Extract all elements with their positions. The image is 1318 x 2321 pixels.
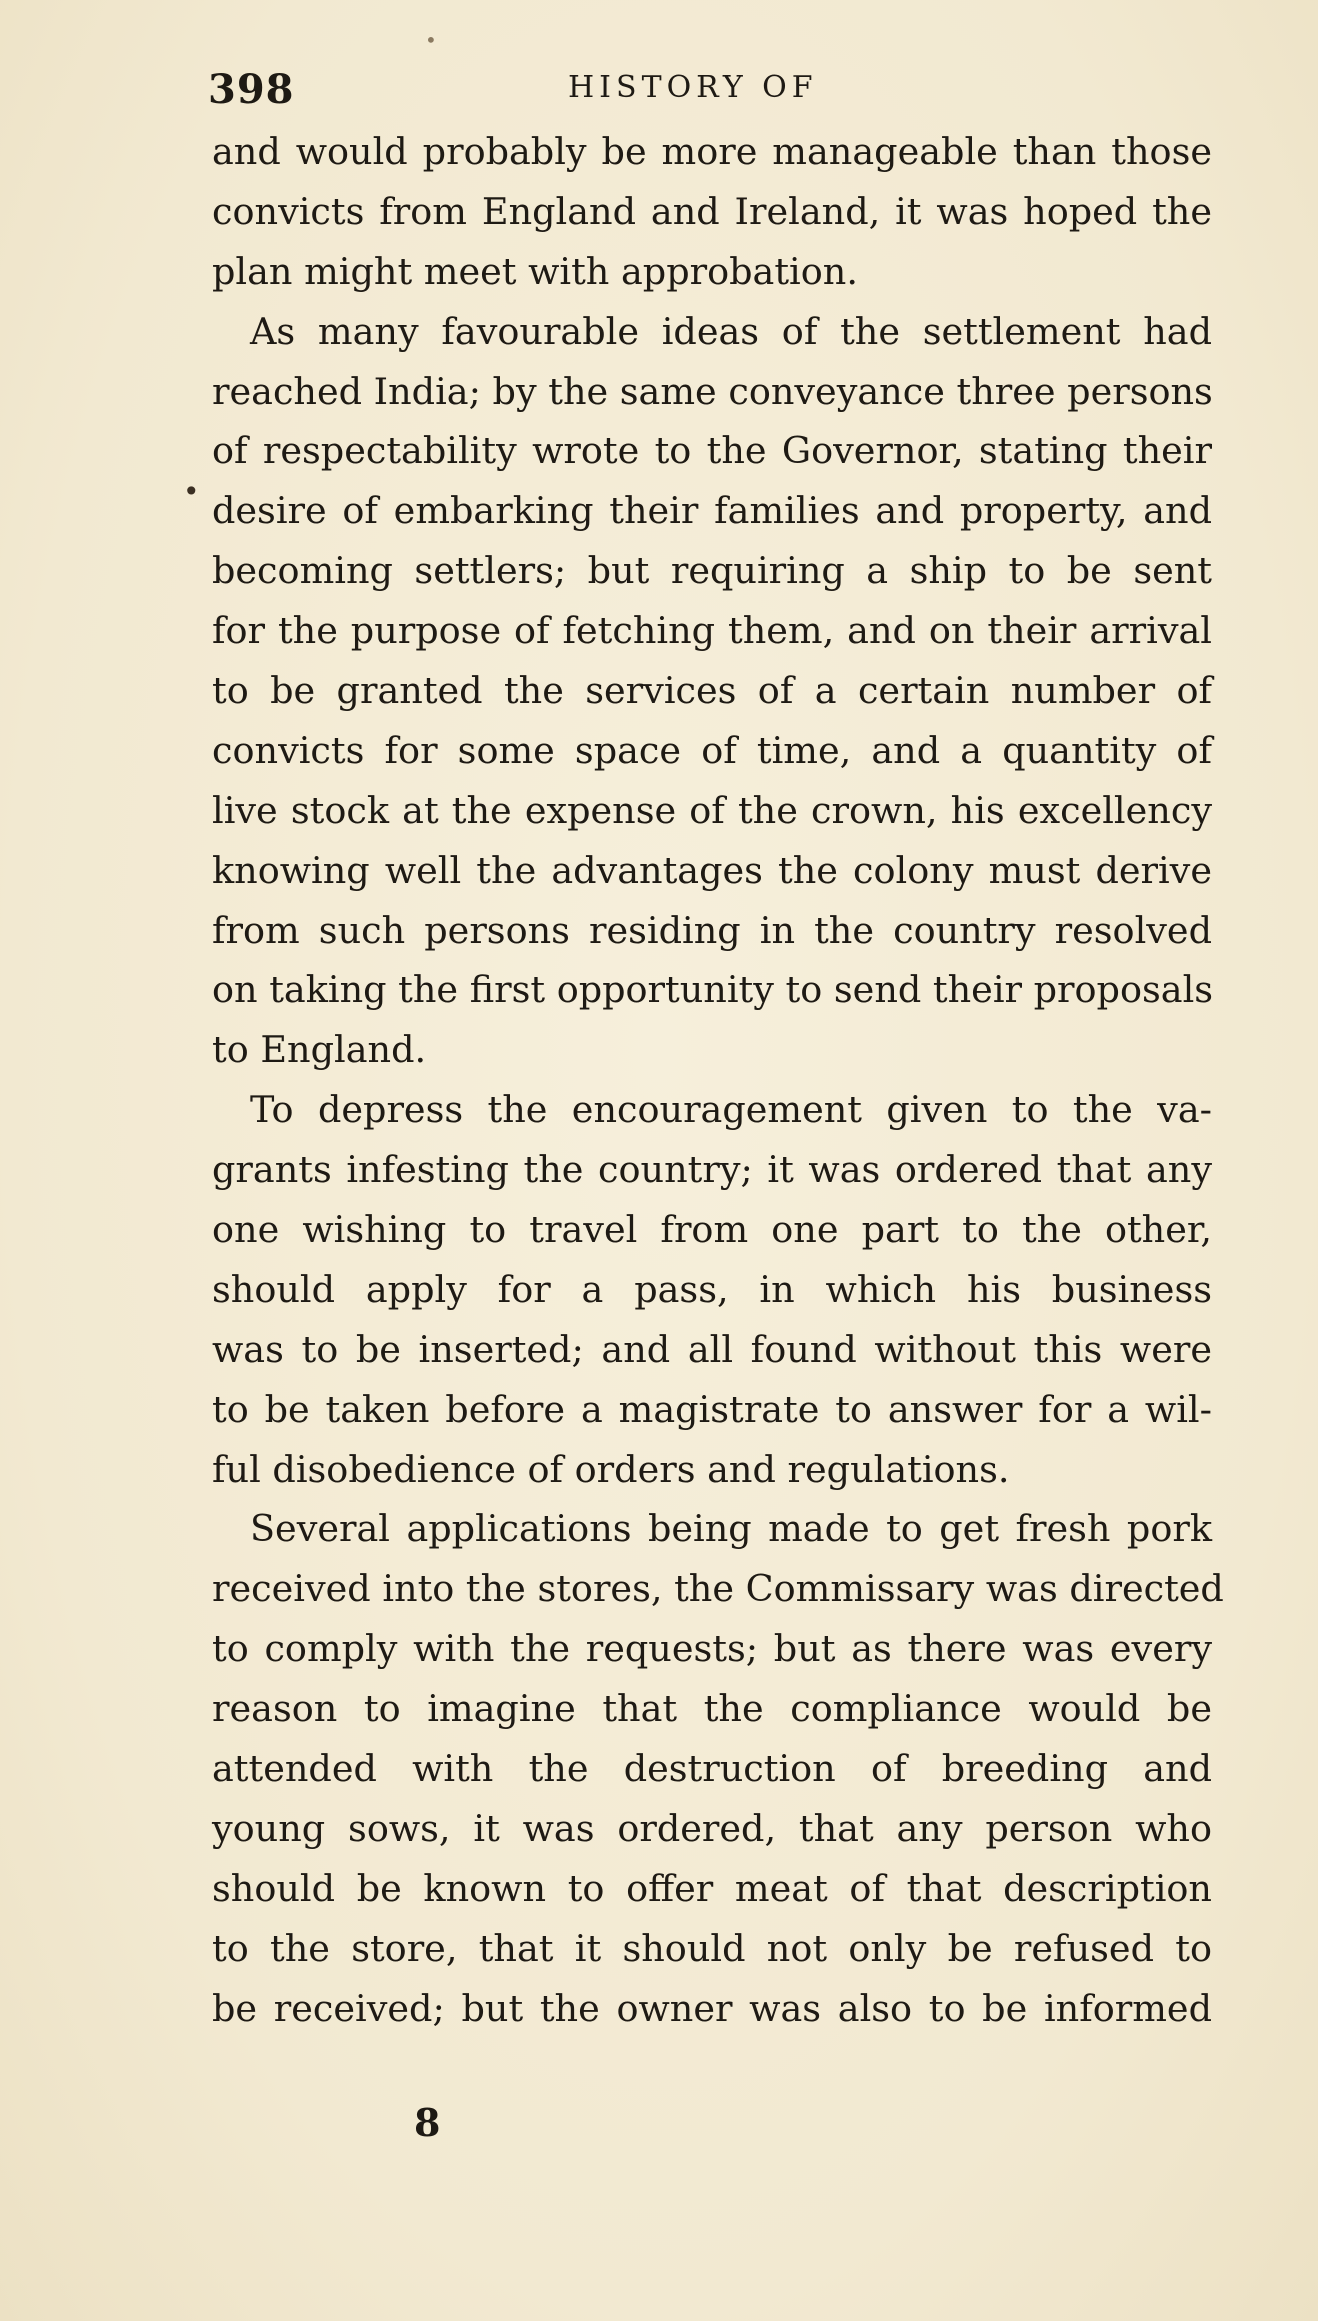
- paragraph-1: [212, 122, 1212, 302]
- paragraph-2: [212, 302, 1212, 1081]
- text-line: be received; but the owner was also to be informed: [212, 1986, 1212, 2030]
- body-text: [212, 122, 1224, 2039]
- text-line: for the purpose of fetching them, and on their arrival: [212, 609, 1212, 653]
- text-line: becoming settlers; but requiring a ship to be sent: [212, 549, 1212, 593]
- text-line: received into the stores, the Commissary was directed: [212, 1567, 1224, 1611]
- running-head: HISTORY OF: [568, 70, 818, 105]
- text-line: should be known to offer meat of that description: [212, 1866, 1212, 1910]
- text-line: one wishing to travel from one part to the other,: [212, 1208, 1212, 1252]
- paragraph-3: [212, 1080, 1212, 1499]
- text-line: to England.: [212, 1028, 427, 1072]
- text-line: on taking the first opportunity to send their proposals: [212, 968, 1214, 1012]
- text-line: young sows, it was ordered, that any person who: [212, 1806, 1212, 1850]
- text-line: to be granted the services of a certain number of: [212, 669, 1212, 713]
- text-line: reached India; by the same conveyance three persons: [212, 369, 1213, 413]
- text-line: to the store, that it should not only be refused to: [212, 1926, 1212, 1970]
- text-line: and would probably be more manageable than those: [212, 130, 1212, 173]
- text-line: of respectability wrote to the Governor, stating their: [212, 429, 1212, 473]
- text-line: convicts from England and Ireland, it was hoped the: [212, 189, 1212, 233]
- text-line: As many favourable ideas of the settlement had: [250, 309, 1212, 353]
- text-line: to be taken before a magistrate to answer for a wil-: [212, 1387, 1212, 1431]
- paragraph-4: [212, 1499, 1224, 2038]
- page-number: 398: [208, 66, 295, 113]
- margin-dot-mark: •: [183, 475, 200, 508]
- text-line: attended with the destruction of breeding and: [212, 1747, 1212, 1791]
- text-line: reason to imagine that the compliance would be: [212, 1687, 1212, 1731]
- text-line: knowing well the advantages the colony must derive: [212, 848, 1212, 892]
- text-line: desire of embarking their families and property, and: [212, 489, 1212, 533]
- text-line: to comply with the requests; but as there was every: [212, 1627, 1212, 1671]
- text-line: should apply for a pass, in which his business: [212, 1267, 1212, 1311]
- top-margin-mark: •: [425, 28, 437, 52]
- text-line: plan might meet with approbation.: [212, 249, 858, 293]
- text-line: live stock at the expense of the crown, his excellency: [212, 788, 1212, 832]
- page-header: [208, 66, 968, 126]
- text-line: grants infesting the country; it was ordered that any: [212, 1148, 1212, 1192]
- text-line: Several applications being made to get fresh pork: [250, 1507, 1212, 1551]
- text-line: ful disobedience of orders and regulations.: [212, 1447, 1010, 1491]
- text-line: convicts for some space of time, and a quantity of: [212, 728, 1212, 772]
- text-line: from such persons residing in the country resolved: [212, 908, 1212, 952]
- text-line: To depress the encouragement given to the va-: [250, 1088, 1212, 1132]
- signature-mark: 8: [414, 2100, 441, 2145]
- text-line: was to be inserted; and all found without this were: [212, 1327, 1212, 1371]
